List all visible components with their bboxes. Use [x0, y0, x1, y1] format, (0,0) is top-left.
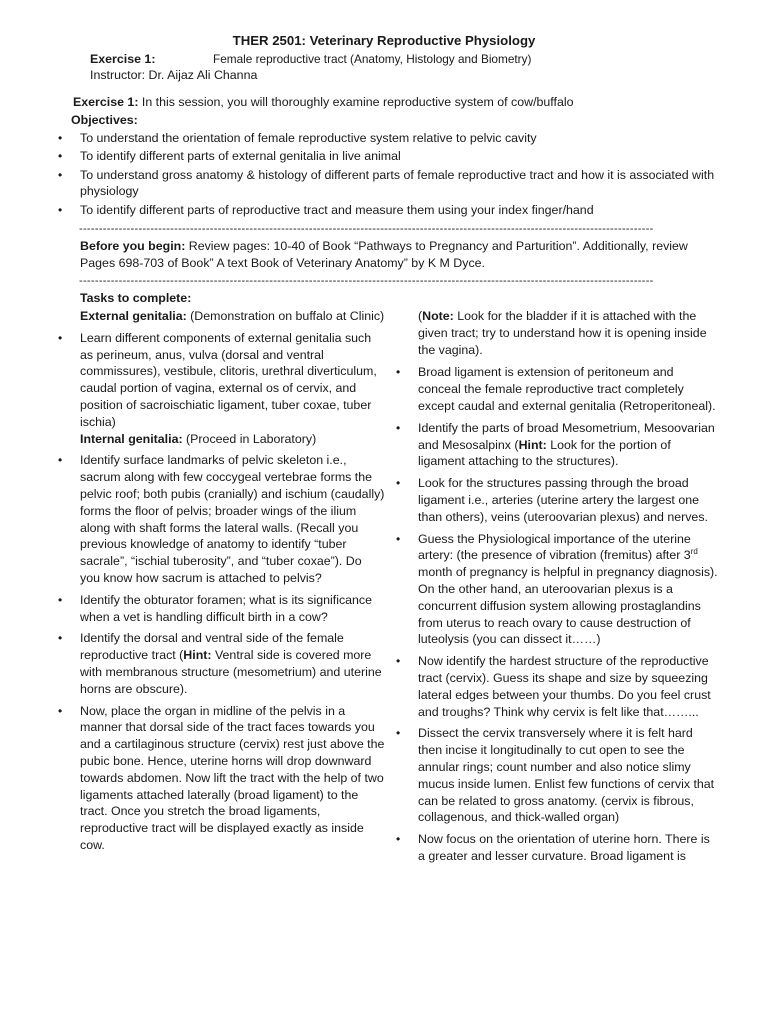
objective-item: • To understand gross anatomy & histology of different parts of female reproductive tract and how it is associated with physiology — [58, 167, 715, 199]
external-genitalia-heading: External genitalia: (Demonstration on buffalo at Clinic) — [80, 309, 385, 323]
bullet-icon: • — [58, 149, 63, 164]
separator-line: ------------------------------------------------------------------------------------------------------------------------------------------------- — [79, 276, 654, 286]
objectives-heading: Objectives: — [71, 113, 138, 127]
bullet-icon: • — [58, 631, 63, 646]
list-item: • Broad ligament is extension of peritoneum and conceal the female reproductive tract completely except caudal and external genitalia (Retroperitoneal). — [396, 365, 716, 413]
note-paragraph: (Note: Look for the bladder if it is attached with the given tract; try to understand how it is opening inside the vagina). — [418, 309, 707, 357]
bullet-icon: • — [396, 420, 401, 435]
objectives-list — [55, 130, 720, 220]
list-item: • Learn different components of external genitalia such as perineum, anus, vulva (dorsal and ventral commissures), vestibule, clitoris, urethral diverticulum, caudal portion of vagina, external os of cervix, and position of sacroischiatic ligament, tuber coxae, tuber ischia) — [58, 330, 377, 429]
bullet-icon: • — [396, 654, 401, 669]
list-item: • Now identify the hardest structure of the reproductive tract (cervix). Guess its shape and size by squeezing lateral edges between your thumbs. Do you feel crust and troughs? Think why cervix is felt like that……... — [396, 654, 711, 719]
bullet-icon: • — [396, 531, 401, 546]
objective-item: • To identify different parts of reproductive tract and measure them using your index finger/hand — [58, 202, 594, 217]
bullet-icon: • — [58, 131, 63, 145]
exercise-label: Exercise 1: — [90, 52, 156, 66]
separator-line: ------------------------------------------------------------------------------------------------------------------------------------------------- — [79, 224, 654, 234]
bullet-icon: • — [58, 703, 63, 718]
list-item: • Now, place the organ in midline of the pelvis in a manner that dorsal side of the tract faces towards you and a cartilaginous structure (cervix) rest just above the pubic bone. Hence, uterine horns will drop downward towards abdomen. Now lift the tract with the help of two ligaments attached laterally (broad ligament) to the tract. Once you stretch the broad ligaments, reproductive tract will be displayed exactly as inside cow. — [58, 703, 385, 852]
bullet-icon: • — [396, 365, 401, 380]
document-title: THER 2501: Veterinary Reproductive Physiology — [232, 33, 536, 48]
list-item: • Look for the structures passing through the broad ligament i.e., arteries (uterine artery the largest one than others), veins (uteroovarian plexus) and nerves. — [396, 476, 708, 524]
bullet-icon: • — [58, 167, 63, 182]
list-item: • Identify the obturator foramen; what is its significance when a vet is handling difficult birth in a cow? — [58, 592, 373, 624]
exercise-subtitle: Female reproductive tract (Anatomy, Histology and Biometry) — [213, 52, 532, 66]
list-item: • Identify surface landmarks of pelvic skeleton i.e., sacrum along with few coccygeal vertebrae forms the pelvic roof; both pubis (cranially) and ischium (caudally) forms the floor of pelvis; broader wings of the ilium along with shaft forms the lateral walls. (Recall you previous knowledge of anatomy to identify “tuber sacrale”, “ischial tuberosity”, and “tuber coxae”). Do you know how sacrum is attached to pelvis? — [58, 453, 385, 585]
instructor-line: Instructor: Dr. Aijaz Ali Channa — [90, 68, 258, 82]
left-column — [55, 308, 385, 854]
objective-item: • To understand the orientation of female reproductive system relative to pelvic cavity — [58, 131, 537, 145]
bullet-icon: • — [396, 832, 401, 847]
right-column — [393, 308, 718, 865]
before-you-begin: Before you begin: Review pages: 10-40 of Book “Pathways to Pregnancy and Parturition”. Additionally, review Pages 698-703 of Book” A text Book of Veterinary Anatomy” by K M Dyce. — [80, 239, 688, 270]
objective-item: • To identify different parts of external genitalia in live animal — [58, 149, 401, 164]
tasks-heading: Tasks to complete: — [80, 291, 192, 305]
bullet-icon: • — [396, 726, 401, 741]
bullet-icon: • — [58, 453, 63, 468]
bullet-icon: • — [58, 202, 63, 217]
list-item: • Identify the parts of broad Mesometrium, Mesoovarian and Mesosalpinx (Hint: Look for the portion of ligament attaching to the structures). — [396, 420, 715, 469]
list-item: • Now focus on the orientation of uterine horn. There is a greater and lesser curvature. Broad ligament is — [396, 832, 710, 863]
list-item: • Dissect the cervix transversely where it is felt hard then incise it longitudinally to cut open to see the annular rings; count number and also notice slimy mucus inside lumen. Enlist few functions of cervix that can be related to gross anatomy. (cervix is fibrous, collagenous, and thick-walled organ) — [396, 726, 715, 825]
internal-genitalia-heading: Internal genitalia: (Proceed in Laboratory) — [80, 431, 317, 446]
bullet-icon: • — [396, 476, 401, 491]
bullet-icon: • — [58, 592, 63, 607]
list-item: • Identify the dorsal and ventral side of the female reproductive tract (Hint: Ventral side is covered more with membranous structure (mesometrium) and uterine horns are obscure). — [58, 631, 382, 696]
list-item: • Guess the Physiological importance of the uterine artery: (the presence of vibration (fremitus) after 3rd month of pregnancy is helpful in pregnancy diagnosis). On the other hand, an uteroovarian plexus is a concurrent diffusion system allowing prostaglandins from uterus to reach ovary to cause destruction of luteolysis (you can dissect it……) — [396, 531, 718, 647]
bullet-icon: • — [58, 330, 63, 345]
exercise-intro: Exercise 1: In this session, you will thoroughly examine reproductive system of cow/buffalo — [73, 95, 574, 109]
